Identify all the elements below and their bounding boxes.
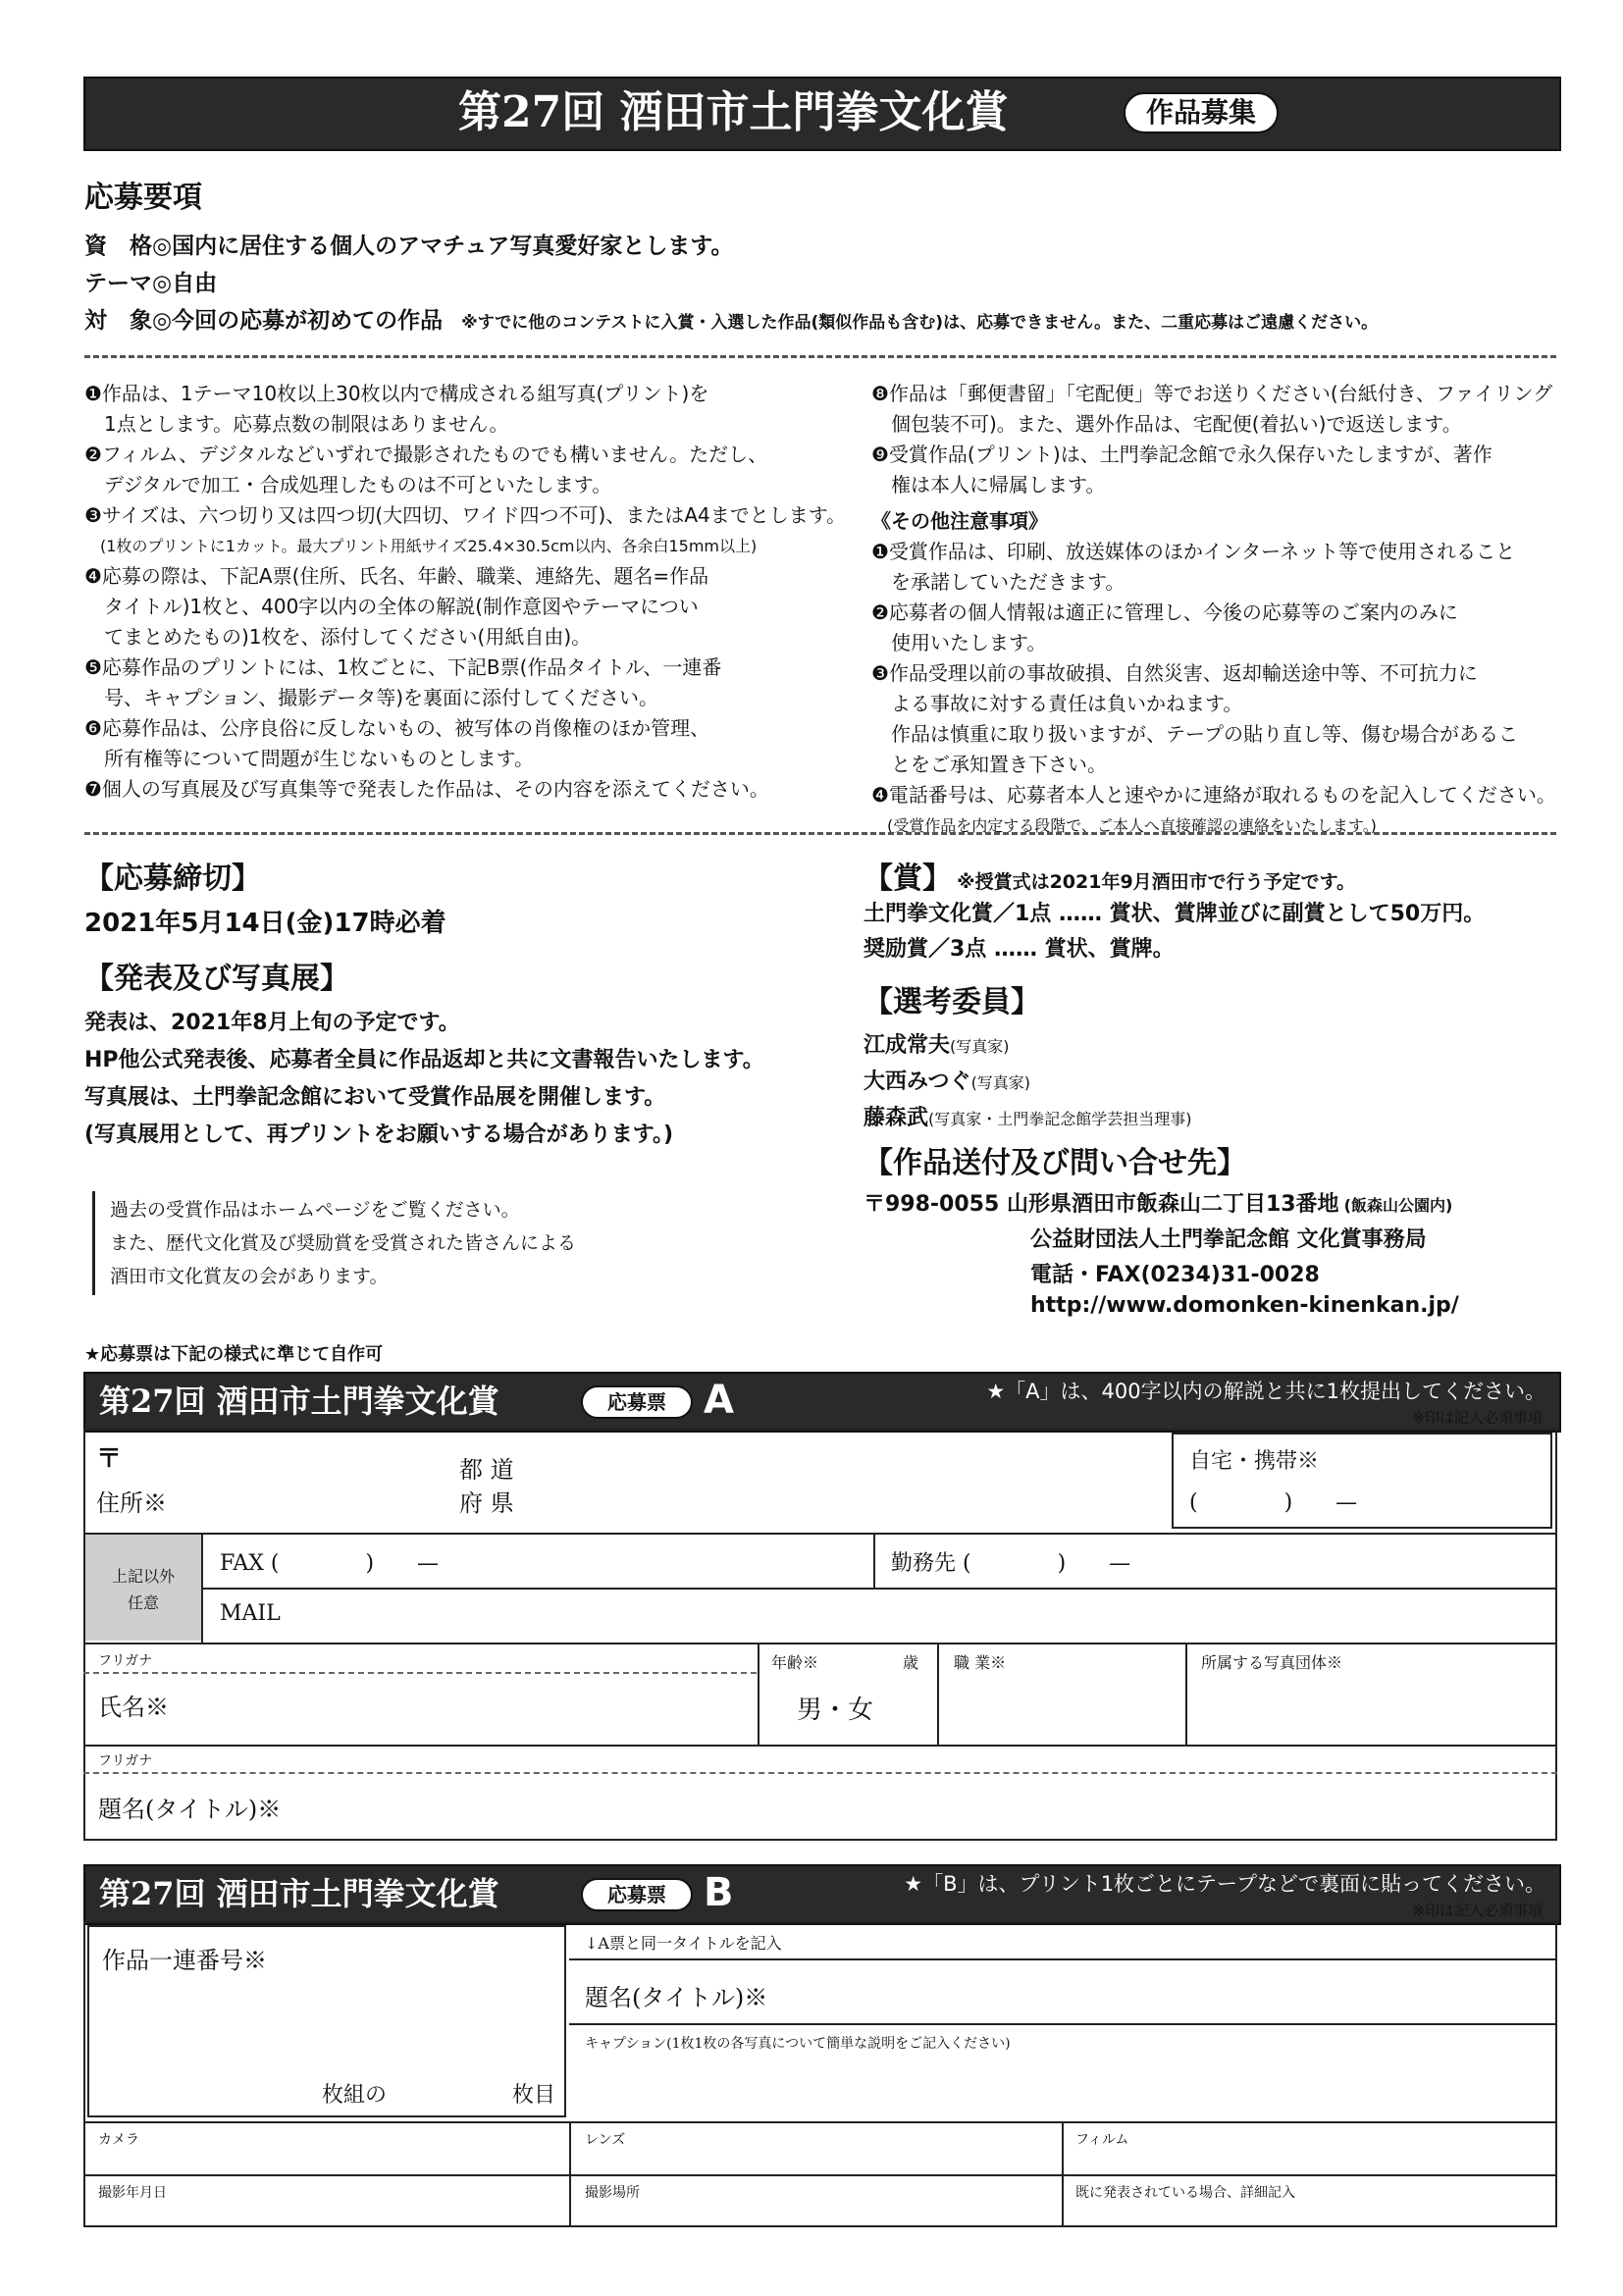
- camera-label[interactable]: カメラ: [98, 2132, 139, 2148]
- judge-row: [864, 1065, 1192, 1101]
- age-label: 年齢※: [771, 1653, 819, 1672]
- form-b-title: 第27回 酒田市土門拳文化賞: [99, 1875, 499, 1912]
- announcement-line: (写真展用として、再プリントをお願いする場合があります。): [84, 1122, 674, 1147]
- form-a-bar: [83, 1372, 1561, 1433]
- note-line: ❸作品受理以前の事故破損、自然災害、返却輸送途中等、不可抗力に: [871, 661, 1478, 685]
- contact-org: 公益財団法人土門拳記念館 文化賞事務局: [1030, 1227, 1427, 1252]
- awards-heading-row: [864, 854, 1355, 897]
- header-bar: [83, 77, 1561, 151]
- judge-name: 藤森武: [864, 1106, 929, 1130]
- optional-label-line: 任意: [127, 1593, 159, 1612]
- note-line: 作品は慎重に取り扱いますが、テープの貼り直し等、傷む場合があるこ: [871, 722, 1518, 746]
- judge-role: (写真家): [950, 1037, 1010, 1056]
- date-label[interactable]: 撮影年月日: [98, 2185, 167, 2201]
- row-line: [83, 2174, 1557, 2176]
- rule-line: 個包装不可)。また、選外作品は、宅配便(着払い)で返送します。: [871, 412, 1462, 436]
- note-line: (受賞作品を内定する段階で、ご本人へ直接確認の連絡をいたします。): [871, 816, 1377, 835]
- judge-row: [864, 1101, 1192, 1137]
- phone-box[interactable]: [1172, 1433, 1552, 1529]
- form-b-required-note: ※印は記入必須事項: [1412, 1902, 1543, 1919]
- judge-row: [864, 1028, 1192, 1065]
- form-a-instruction: ★「A」は、400字以内の解説と共に1枚提出してください。: [986, 1380, 1545, 1403]
- fax-label[interactable]: FAX ( ) —: [220, 1551, 440, 1576]
- note-line: よる事故に対する責任は負いかねます。: [871, 692, 1243, 715]
- target-text: 対 象◎今回の応募が初めての作品: [84, 308, 444, 334]
- mail-label[interactable]: MAIL: [220, 1601, 281, 1626]
- row-line: [569, 1958, 1557, 1960]
- announcement-heading: 【発表及び写真展】: [84, 962, 349, 996]
- rule-line: 所有権等について問題が生じないものとします。: [84, 747, 534, 770]
- job-label[interactable]: 職 業※: [954, 1653, 1007, 1672]
- recruitment-badge: 作品募集: [1124, 92, 1279, 133]
- row-line: [201, 1588, 1557, 1590]
- form-b-bar: [83, 1864, 1561, 1925]
- form-b-badge: 応募票: [581, 1878, 693, 1911]
- rule-line: ❽作品は「郵便書留」「宅配便」等でお送りください(台紙付き、ファイリング: [871, 382, 1553, 405]
- form-a-title: 第27回 酒田市土門拳文化賞: [99, 1383, 499, 1420]
- postal-mark: 〒: [96, 1444, 123, 1474]
- caption-label[interactable]: キャプション(1枚1枚の各写真について簡単な説明をご記入ください): [585, 2036, 1011, 2052]
- page-title: 第27回 酒田市土門拳文化賞: [458, 87, 1009, 137]
- theme-text: テーマ◎自由: [84, 271, 218, 296]
- published-label[interactable]: 既に発表されている場合、詳細記入: [1075, 2185, 1295, 2201]
- past-info: [110, 1193, 576, 1293]
- rule-line: ❻応募作品は、公序良俗に反しないもの、被写体の肖像権のほか管理、: [84, 716, 710, 740]
- nth-label: 枚目: [512, 2083, 556, 2108]
- contact-tel: 電話・FAX(0234)31-0028: [1030, 1263, 1320, 1287]
- form-note: ★応募票は下記の様式に準じて自作可: [84, 1344, 384, 1365]
- prefecture-top: 都 道: [459, 1456, 514, 1484]
- rule-line: タイトル)1枚と、400字以内の全体の解説(制作意図やテーマについ: [84, 595, 699, 618]
- rule-line: デジタルで加工・合成処理したものは不可といたします。: [84, 473, 612, 496]
- note-line: ❶受賞作品は、印刷、放送媒体のほかインターネット等で使用されること: [871, 540, 1516, 563]
- past-info-line: 酒田市文化賞友の会があります。: [110, 1266, 389, 1287]
- award-line: 土門拳文化賞／1点 …… 賞状、賞牌並びに副賞として50万円。: [864, 902, 1486, 926]
- judges-heading: 【選考委員】: [864, 985, 1040, 1019]
- form-a-required-note: ※印は記入必須事項: [1412, 1409, 1543, 1427]
- group-label[interactable]: 所属する写真団体※: [1201, 1653, 1343, 1672]
- announcement-lines: [84, 1005, 764, 1154]
- row-line: [83, 1745, 1557, 1747]
- rule-line: てまとめたもの)1枚を、添付してください(用紙自由)。: [84, 625, 592, 649]
- divider-middle: [84, 832, 1556, 835]
- col-line: [758, 1643, 759, 1745]
- note-line: 使用いたします。: [871, 631, 1047, 654]
- past-info-line: また、歴代文化賞及び奨励賞を受賞された皆さんによる: [110, 1232, 577, 1254]
- col-line: [569, 2121, 571, 2227]
- rule-line: 1点とします。応募点数の制限はありません。: [84, 412, 509, 436]
- awards-heading: 【賞】: [864, 861, 952, 896]
- furigana-label: フリガナ: [98, 1753, 153, 1769]
- judge-role: (写真家・土門拳記念館学芸担当理事): [928, 1110, 1192, 1128]
- announcement-line: HP他公式発表後、応募者全員に作品返却と共に文書報告いたします。: [84, 1048, 764, 1072]
- row-line: [83, 1643, 1557, 1644]
- rule-line: 号、キャプション、撮影データ等)を裏面に添付してください。: [84, 686, 659, 709]
- furigana-line: [83, 1672, 757, 1674]
- notes-heading: 《その他注意事項》: [871, 509, 1048, 533]
- past-info-rule: [92, 1191, 95, 1295]
- rule-line: ❺応募作品のプリントには、1枚ごとに、下記B票(作品タイトル、一連番: [84, 655, 722, 679]
- award-line: 奨励賞／3点 …… 賞状、賞牌。: [864, 937, 1175, 962]
- rule-line: 権は本人に帰属します。: [871, 473, 1106, 496]
- b-title-label[interactable]: 題名(タイトル)※: [585, 1984, 768, 2011]
- form-a-badge: 応募票: [581, 1385, 693, 1419]
- lens-label[interactable]: レンズ: [585, 2132, 626, 2148]
- rule-line: ❾受賞作品(プリント)は、土門拳記念館で永久保存いたしますが、著作: [871, 443, 1492, 466]
- contact-address-note: (飯森山公園内): [1343, 1196, 1453, 1215]
- form-b-instruction: ★「B」は、プリント1枚ごとにテープなどで裏面に貼ってください。: [904, 1872, 1545, 1896]
- requirements-heading: 応募要項: [84, 181, 202, 215]
- rule-line: ❼個人の写真展及び写真集等で発表した作品は、その内容を添えてください。: [84, 777, 769, 801]
- contact-heading: 【作品送付及び問い合せ先】: [864, 1146, 1246, 1180]
- target-row: [84, 302, 1378, 335]
- age-unit: 歳: [903, 1653, 919, 1672]
- judge-name: 江成常夫: [864, 1033, 951, 1058]
- rule-line: ❸サイズは、六つ切り又は四つ切(大四切、ワイド四つ不可)、またはA4までとします。: [84, 503, 847, 527]
- furigana-label: フリガナ: [98, 1653, 153, 1669]
- contact-address: 〒998-0055 山形県酒田市飯森山二丁目13番地: [864, 1192, 1339, 1217]
- form-a-letter: A: [704, 1378, 734, 1423]
- phone-label: 自宅・携帯※: [1189, 1449, 1320, 1474]
- col-line: [1185, 1643, 1187, 1745]
- note-line: を承諾していただきます。: [871, 570, 1126, 594]
- note-line: とをご承知置き下さい。: [871, 753, 1107, 776]
- judge-name: 大西みつぐ: [864, 1070, 971, 1094]
- rule-line: ❹応募の際は、下記A票(住所、氏名、年齢、職業、連絡先、題名=作品: [84, 564, 709, 588]
- prefecture-bottom: 府 県: [459, 1489, 514, 1517]
- judges-list: [864, 1028, 1192, 1137]
- col-line: [1062, 2121, 1064, 2227]
- qualification-text: 資 格◎国内に居住する個人のアマチュア写真愛好家とします。: [84, 234, 734, 259]
- note-line: ❹電話番号は、応募者本人と速やかに連絡が取れるものを記入してください。: [871, 783, 1556, 807]
- serial-label: 作品一連番号※: [102, 1947, 267, 1974]
- announcement-line: 発表は、2021年8月上旬の予定です。: [84, 1011, 460, 1035]
- gender-selector[interactable]: 男・女: [797, 1696, 874, 1725]
- contact-url[interactable]: http://www.domonken-kinenkan.jp/: [1030, 1293, 1459, 1318]
- note-line: ❷応募者の個人情報は適正に管理し、今後の応募等のご案内のみに: [871, 600, 1458, 624]
- deadline-date: 2021年5月14日(金)17時必着: [84, 909, 446, 938]
- optional-label: [85, 1535, 201, 1641]
- target-note: ※すでに他のコンテストに入賞・入選した作品(類似作品も含む)は、応募できません。また、二重応募はご遠慮ください。: [461, 313, 1379, 333]
- address-label: 住所※: [96, 1489, 167, 1517]
- name-label[interactable]: 氏名※: [98, 1694, 169, 1721]
- place-label[interactable]: 撮影場所: [585, 2185, 640, 2201]
- contact-address-row: [864, 1187, 1452, 1218]
- rules-right: [871, 379, 1556, 841]
- optional-label-line: 上記以外: [111, 1567, 175, 1586]
- rule-line: (1枚のプリントに1カット。最大プリント用紙サイズ25.4×30.5cm以内、各余白15mm以上): [84, 537, 758, 555]
- row-line: [83, 2121, 1557, 2123]
- form-b-letter: B: [704, 1870, 734, 1915]
- set-label: 枚組の: [322, 2083, 388, 2108]
- awards-note: ※授賞式は2021年9月酒田市で行う予定です。: [957, 871, 1356, 893]
- film-label[interactable]: フィルム: [1075, 2132, 1129, 2148]
- col-line: [873, 1533, 875, 1588]
- row-line: [83, 1533, 1557, 1535]
- rules-left: [84, 379, 846, 805]
- col-line: [937, 1643, 939, 1745]
- title-label[interactable]: 題名(タイトル)※: [98, 1796, 282, 1823]
- row-line: [569, 2023, 1557, 2025]
- judge-role: (写真家): [970, 1073, 1031, 1092]
- rule-line: ❷フィルム、デジタルなどいずれで撮影されたものでも構いません。ただし、: [84, 443, 768, 466]
- phone-format: ( ) —: [1189, 1490, 1358, 1515]
- divider-top: [84, 355, 1556, 358]
- work-label[interactable]: 勤務先 ( ) —: [891, 1551, 1131, 1576]
- furigana-line: [83, 1772, 1557, 1774]
- announcement-line: 写真展は、土門拳記念館において受賞作品展を開催します。: [84, 1085, 666, 1110]
- past-info-line: 過去の受賞作品はホームページをご覧ください。: [110, 1199, 520, 1221]
- rule-line: ❶作品は、1テーマ10枚以上30枚以内で構成される組写真(プリント)を: [84, 382, 709, 405]
- same-title-note: ↓A票と同一タイトルを記入: [585, 1934, 782, 1953]
- deadline-heading: 【応募締切】: [84, 861, 261, 896]
